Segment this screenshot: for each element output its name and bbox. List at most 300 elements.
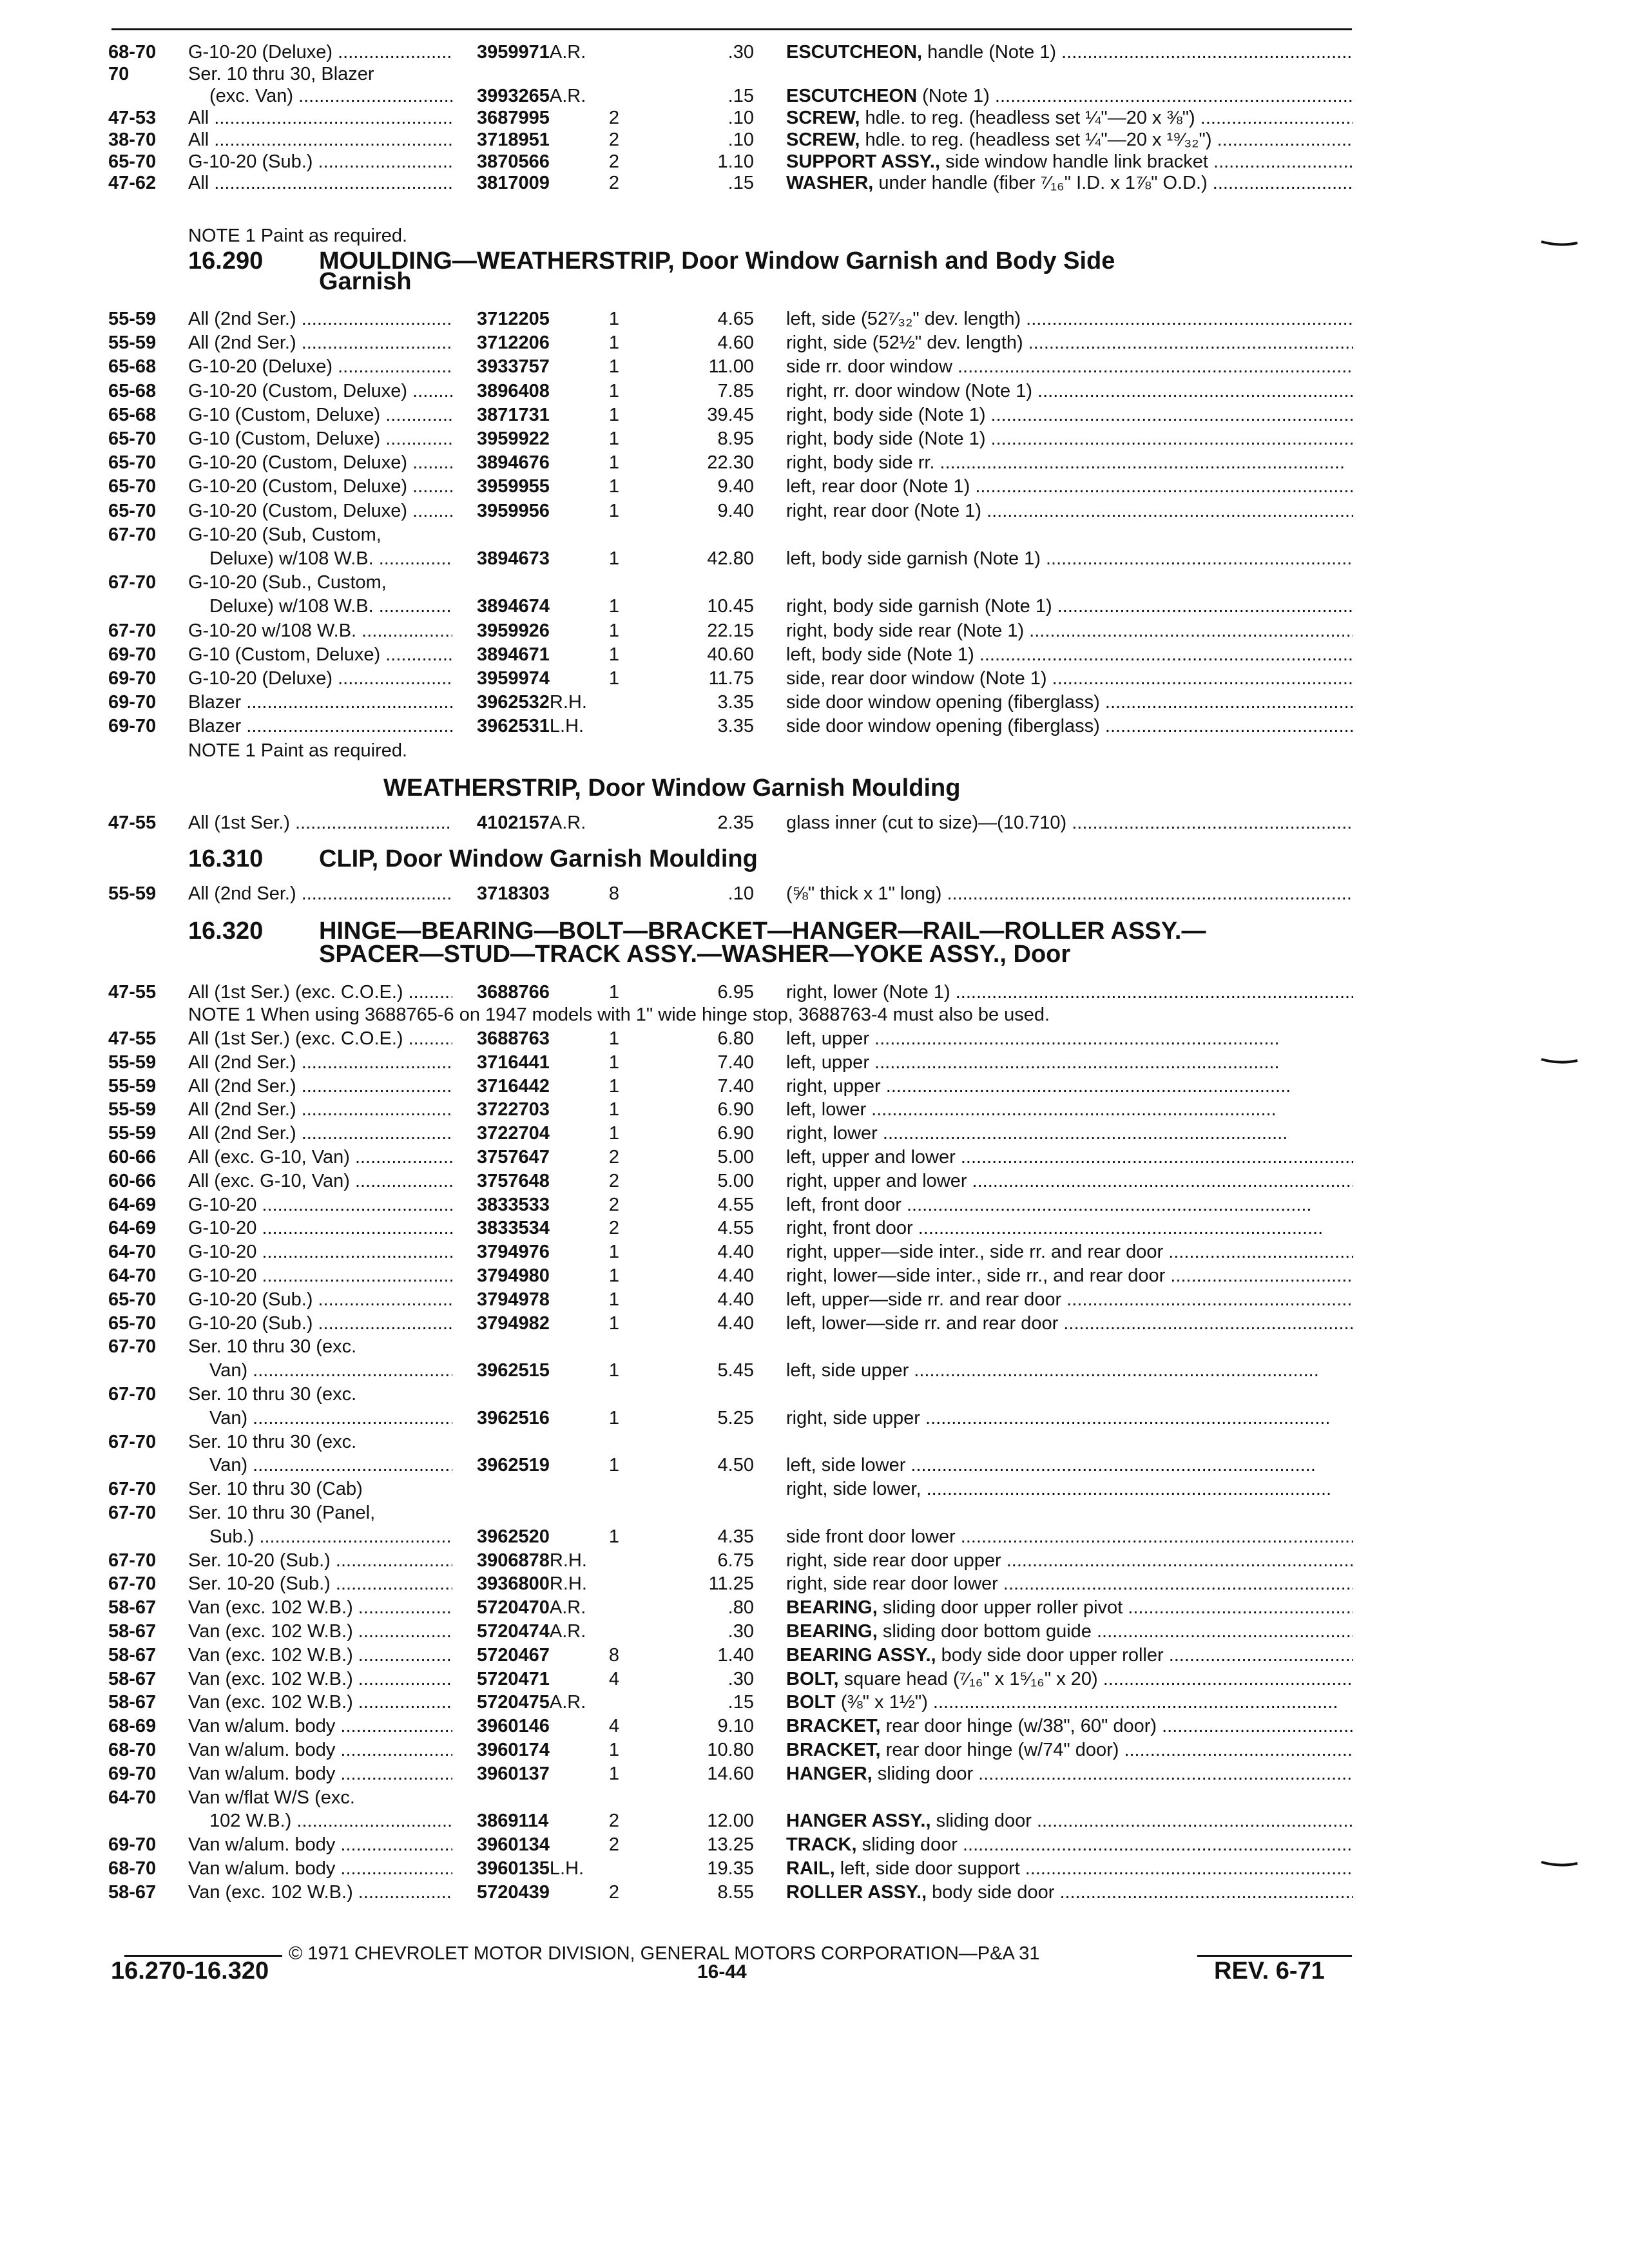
description-text: left, body side (Note 1) xyxy=(786,644,974,665)
part-number xyxy=(477,1691,586,1715)
dot-leader xyxy=(956,1526,1353,1547)
part-number xyxy=(477,1454,550,1477)
part-number-text: 3870566 xyxy=(477,151,550,172)
parts-row xyxy=(0,595,1418,619)
model-text: Blazer xyxy=(188,692,242,713)
model-years: 67-70 xyxy=(108,1573,157,1595)
price: .15 xyxy=(728,1692,754,1713)
dot-leader xyxy=(356,620,452,641)
model-text: Van) xyxy=(209,1360,248,1381)
part-number-text: 5720439 xyxy=(477,1881,550,1903)
section-title: HINGE—BEARING—BOLT—BRACKET—HANGER—RAIL—ROLLER ASSY.— xyxy=(319,918,1206,945)
dot-leader xyxy=(335,1740,452,1760)
model-application xyxy=(188,1169,452,1193)
parts-row xyxy=(0,1809,1418,1833)
parts-row xyxy=(0,1501,1418,1525)
dot-leader xyxy=(353,1645,452,1666)
quantity: 1 xyxy=(608,1028,620,1049)
description xyxy=(786,1715,1353,1738)
model-text: All xyxy=(188,107,209,128)
quantity: 1 xyxy=(608,1763,620,1784)
dot-leader xyxy=(335,1716,452,1736)
parts-row xyxy=(0,981,1418,1004)
price: 11.75 xyxy=(708,668,754,689)
quantity: 1 xyxy=(608,1289,620,1310)
price: 7.40 xyxy=(717,1052,754,1073)
parts-row xyxy=(0,643,1418,667)
part-number-text: 3718303 xyxy=(477,883,550,904)
parts-row xyxy=(0,427,1418,451)
top-rule xyxy=(111,28,1352,30)
parts-row xyxy=(0,1667,1418,1691)
model-text: G-10-20 (Sub., Custom, xyxy=(188,572,387,593)
parts-row xyxy=(0,41,1418,64)
quantity: 8 xyxy=(608,883,620,904)
section-title: CLIP, Door Window Garnish Moulding xyxy=(319,845,758,872)
dot-leader xyxy=(1021,309,1353,329)
dot-leader xyxy=(313,1313,452,1334)
price: 4.35 xyxy=(717,1526,754,1547)
model-application xyxy=(188,307,452,331)
quantity: 2 xyxy=(608,1194,620,1215)
part-number xyxy=(477,1146,550,1169)
part-number-text: 3960134 xyxy=(477,1834,550,1856)
part-number xyxy=(477,1762,550,1786)
parts-row xyxy=(0,84,1418,108)
price: 4.40 xyxy=(717,1265,754,1286)
description xyxy=(786,1620,1353,1644)
parts-row xyxy=(0,128,1418,152)
model-application xyxy=(188,1572,452,1596)
part-number-text: 3722703 xyxy=(477,1099,550,1120)
description-text: right, side (52½" dev. length) xyxy=(786,332,1023,354)
description-text: left, upper and lower xyxy=(786,1147,956,1168)
price: 5.45 xyxy=(717,1360,754,1381)
dot-leader xyxy=(353,1669,452,1689)
part-number xyxy=(477,1407,550,1430)
part-number xyxy=(477,1027,550,1051)
dot-leader xyxy=(952,356,1353,377)
part-number-text: 3959974 xyxy=(477,668,550,689)
model-application xyxy=(188,1596,452,1620)
model-application xyxy=(188,1240,452,1264)
dot-leader xyxy=(350,1171,452,1191)
model-text: All (2nd Ser.) xyxy=(188,332,296,354)
model-years: 65-68 xyxy=(108,356,157,378)
model-text: Van w/alum. body xyxy=(188,1740,336,1760)
description-text: rear door hinge (w/74" door) xyxy=(880,1740,1119,1760)
description-text: right, body side rear (Note 1) xyxy=(786,620,1025,641)
price: .15 xyxy=(728,173,754,194)
parts-row xyxy=(0,1051,1418,1075)
model-years: 67-70 xyxy=(108,1550,157,1571)
section-title-line2: Garnish xyxy=(319,268,412,295)
dot-leader xyxy=(909,1360,1319,1381)
part-number-text: 3712206 xyxy=(477,332,550,354)
model-text: All (1st Ser.) (exc. C.O.E.) xyxy=(188,982,403,1003)
part-number-text: 3896408 xyxy=(477,380,550,401)
model-years: 69-70 xyxy=(108,1763,157,1784)
model-application xyxy=(188,1312,452,1336)
part-number-text: 5720474 xyxy=(477,1621,550,1642)
part-number xyxy=(477,128,550,152)
price: 2.35 xyxy=(717,812,754,833)
price: 12.00 xyxy=(707,1811,754,1832)
description xyxy=(786,1738,1353,1762)
description-text: sliding door xyxy=(930,1811,1032,1832)
part-number-text: 3817009 xyxy=(477,173,550,194)
part-number-text: 3960174 xyxy=(477,1740,550,1760)
part-number xyxy=(477,1264,550,1288)
model-text: G-10-20 (Custom, Deluxe) xyxy=(188,380,408,401)
description-keyword: BEARING ASSY., xyxy=(786,1644,936,1666)
parts-row xyxy=(0,171,1418,195)
parts-row xyxy=(0,403,1418,427)
dot-leader xyxy=(313,1289,452,1310)
model-years: 69-70 xyxy=(108,644,157,665)
model-application xyxy=(188,41,452,64)
model-text: Sub.) xyxy=(209,1526,255,1547)
model-years: 55-59 xyxy=(108,332,157,354)
model-text: G-10 (Custom, Deluxe) xyxy=(188,428,381,449)
description-text: left, lower—side rr. and rear door xyxy=(786,1312,1059,1334)
description-text: left, side door support xyxy=(834,1858,1020,1879)
dot-leader xyxy=(380,428,452,449)
price: 8.95 xyxy=(717,428,754,449)
description-text: (⅝" thick x 1" long) xyxy=(786,883,942,904)
dot-leader xyxy=(1056,42,1353,62)
parts-row xyxy=(0,1477,1418,1501)
description xyxy=(786,1098,1353,1122)
model-years: 69-70 xyxy=(108,716,157,737)
dot-leader xyxy=(881,1076,1291,1097)
model-application xyxy=(188,619,452,643)
part-number-text: 3712205 xyxy=(477,309,550,329)
description-text: left, rear door (Note 1) xyxy=(786,476,970,497)
description-keyword: ESCUTCHEON, xyxy=(786,42,923,62)
price: 7.40 xyxy=(717,1075,754,1097)
section-title-line2: SPACER—STUD—TRACK ASSY.—WASHER—YOKE ASSY., Door xyxy=(319,941,1071,968)
model-application xyxy=(209,1454,452,1477)
model-text: All (2nd Ser.) xyxy=(188,309,296,329)
part-number xyxy=(477,331,550,355)
price: 4.50 xyxy=(717,1455,754,1476)
quantity: 1 xyxy=(608,380,620,401)
parts-row xyxy=(0,1454,1418,1477)
part-number xyxy=(477,811,586,835)
description xyxy=(786,1644,1353,1667)
model-years: 55-59 xyxy=(108,1052,157,1073)
footer-revision: REV. 6-71 xyxy=(1214,1957,1325,1984)
model-application xyxy=(188,150,452,174)
model-text: G-10-20 (Deluxe) xyxy=(188,42,333,62)
part-number-text: 5720470 xyxy=(477,1597,550,1619)
model-text: Ser. 10 thru 30 (exc. xyxy=(188,1384,357,1405)
description xyxy=(786,380,1353,403)
parts-row xyxy=(0,1169,1418,1193)
dot-leader xyxy=(247,1360,452,1381)
part-number xyxy=(477,41,586,64)
dot-leader xyxy=(1001,1550,1353,1571)
part-number-text: 3794980 xyxy=(477,1265,550,1286)
quantity: 1 xyxy=(608,982,620,1003)
description-keyword: RAIL, xyxy=(786,1858,835,1879)
model-application xyxy=(188,1762,452,1786)
part-number xyxy=(477,1738,550,1762)
quantity-mark: A.R. xyxy=(549,42,586,62)
description-text: sliding door xyxy=(856,1834,958,1856)
parts-row xyxy=(0,1549,1418,1573)
description xyxy=(786,331,1353,355)
model-years: 47-55 xyxy=(108,1028,157,1049)
model-text: G-10-20 xyxy=(188,1194,257,1215)
part-number xyxy=(477,1549,587,1573)
model-years: 68-70 xyxy=(108,1740,157,1760)
description xyxy=(786,403,1353,427)
weatherstrip-heading: WEATHERSTRIP, Door Window Garnish Moulding xyxy=(383,774,961,802)
description-text: sliding door bottom guide xyxy=(877,1621,1092,1642)
description xyxy=(786,150,1353,174)
description xyxy=(786,1454,1353,1477)
description xyxy=(786,1525,1353,1549)
model-application xyxy=(209,547,452,571)
model-text: G-10 (Custom, Deluxe) xyxy=(188,404,381,425)
description-keyword: HANGER ASSY., xyxy=(786,1811,931,1832)
note-text: NOTE 1 Paint as required. xyxy=(188,226,408,246)
dot-leader xyxy=(935,452,1345,473)
model-years: 67-70 xyxy=(108,1431,157,1452)
description-text: side, rear door window (Note 1) xyxy=(786,668,1047,689)
parts-row xyxy=(0,1146,1418,1169)
description xyxy=(786,1833,1353,1857)
description xyxy=(786,1359,1353,1383)
dot-leader xyxy=(1061,1289,1353,1310)
description xyxy=(786,643,1353,667)
description-text: body side door upper roller xyxy=(936,1644,1164,1666)
description-text: right, upper xyxy=(786,1075,881,1097)
quantity: 1 xyxy=(608,476,620,497)
model-application xyxy=(188,1501,452,1525)
quantity-mark: A.R. xyxy=(549,85,586,106)
model-text: Ser. 10-20 (Sub.) xyxy=(188,1550,331,1571)
description-text: right, side lower, xyxy=(786,1479,921,1500)
description xyxy=(786,1264,1353,1288)
quantity: 8 xyxy=(608,1644,620,1666)
quantity: 1 xyxy=(608,404,620,425)
description xyxy=(786,595,1353,619)
model-text: All (2nd Ser.) xyxy=(188,883,296,904)
quantity: 1 xyxy=(608,1099,620,1120)
part-number-text: 3894674 xyxy=(477,596,550,617)
model-text: Ser. 10 thru 30 (exc. xyxy=(188,1431,357,1452)
parts-row xyxy=(0,1312,1418,1336)
description xyxy=(786,1027,1353,1051)
model-years: 58-67 xyxy=(108,1692,157,1713)
description-text: side window handle link bracket xyxy=(940,151,1208,172)
model-years: 60-66 xyxy=(108,1170,157,1191)
description-text: handle (Note 1) xyxy=(922,42,1057,62)
part-number xyxy=(477,1169,550,1193)
part-number xyxy=(477,150,550,174)
note-row xyxy=(0,224,1418,248)
quantity: 1 xyxy=(608,428,620,449)
price: 4.60 xyxy=(717,332,754,354)
model-years: 55-59 xyxy=(108,1075,157,1097)
parts-row xyxy=(0,667,1418,691)
part-number xyxy=(477,981,550,1004)
description xyxy=(786,619,1353,643)
quantity: 2 xyxy=(608,1218,620,1239)
quantity: 2 xyxy=(608,173,620,194)
description xyxy=(786,84,1353,108)
dot-leader xyxy=(247,1408,452,1428)
description-text: rear door hinge (w/38", 60" door) xyxy=(880,1716,1157,1737)
dot-leader xyxy=(296,1052,452,1073)
model-years: 67-70 xyxy=(108,620,157,641)
dot-leader xyxy=(296,883,452,904)
dot-leader xyxy=(241,692,452,713)
description xyxy=(786,1857,1353,1881)
description-keyword: BEARING, xyxy=(786,1621,878,1642)
dot-leader xyxy=(313,151,452,172)
model-application xyxy=(188,1216,452,1240)
part-number xyxy=(477,1288,550,1312)
dot-leader xyxy=(1058,1313,1353,1334)
model-application xyxy=(188,380,452,403)
description xyxy=(786,1667,1353,1691)
model-years: 55-59 xyxy=(108,309,157,329)
quantity: 1 xyxy=(608,668,620,689)
dot-leader xyxy=(913,1218,1324,1238)
parts-row xyxy=(0,715,1418,738)
model-years: 67-70 xyxy=(108,1503,157,1523)
description xyxy=(786,691,1353,715)
quantity: 1 xyxy=(608,1740,620,1760)
footer-copyright: © 1971 CHEVROLET MOTOR DIVISION, GENERAL MOTORS CORPORATION—P&A 31 xyxy=(289,1943,1040,1964)
part-number-text: 3716442 xyxy=(477,1075,550,1097)
model-application xyxy=(188,1122,452,1146)
dot-leader xyxy=(967,1171,1354,1191)
part-number-text: 5720475 xyxy=(477,1692,550,1713)
model-text: Van (exc. 102 W.B.) xyxy=(188,1668,353,1689)
quantity: 2 xyxy=(608,1170,620,1191)
price: 4.55 xyxy=(717,1194,754,1215)
description xyxy=(786,1051,1353,1075)
description-text: right, body side (Note 1) xyxy=(786,404,986,425)
description xyxy=(786,1477,1353,1501)
quantity: 1 xyxy=(608,452,620,474)
dot-leader xyxy=(256,1265,452,1286)
part-number xyxy=(477,171,550,195)
model-application xyxy=(188,1549,452,1573)
part-number xyxy=(477,1644,550,1667)
model-application xyxy=(188,1738,452,1762)
description-keyword: BOLT, xyxy=(786,1668,839,1689)
model-text: Van w/alum. body xyxy=(188,1763,336,1784)
parts-row xyxy=(0,307,1418,331)
price: 6.95 xyxy=(717,982,754,1003)
model-application xyxy=(188,882,452,906)
part-number-text: 3962515 xyxy=(477,1360,550,1381)
price: 6.90 xyxy=(717,1123,754,1144)
model-text: All (2nd Ser.) xyxy=(188,1099,296,1120)
dot-leader xyxy=(333,356,452,377)
dot-leader xyxy=(1066,812,1353,833)
quantity: 1 xyxy=(608,1265,620,1286)
model-application xyxy=(188,523,452,547)
dot-leader xyxy=(1163,1242,1353,1262)
parts-row xyxy=(0,1644,1418,1667)
model-application xyxy=(188,715,452,738)
model-application xyxy=(188,691,452,715)
part-number xyxy=(477,1572,587,1596)
part-number-text: 3960137 xyxy=(477,1763,550,1784)
parts-row xyxy=(0,571,1418,595)
parts-row xyxy=(0,1738,1418,1762)
part-number-text: 3757648 xyxy=(477,1170,550,1191)
model-text: Van w/alum. body xyxy=(188,1716,336,1737)
model-years: 67-70 xyxy=(108,1336,157,1358)
part-number-text: 3687995 xyxy=(477,107,550,128)
model-text: Ser. 10 thru 30 (exc. xyxy=(188,1336,357,1358)
dot-leader xyxy=(374,596,452,617)
price: 7.85 xyxy=(717,380,754,401)
part-number-text: 3959922 xyxy=(477,428,550,449)
description-text: right, body side garnish (Note 1) xyxy=(786,596,1052,617)
price: 9.10 xyxy=(717,1716,754,1737)
dot-leader xyxy=(985,405,1353,425)
dot-leader xyxy=(1047,668,1353,689)
quantity: 1 xyxy=(608,1075,620,1097)
quantity-mark: R.H. xyxy=(549,1550,587,1571)
section-number: 16.320 xyxy=(188,918,264,945)
parts-row xyxy=(0,1786,1418,1810)
model-application xyxy=(188,499,452,523)
price: 9.40 xyxy=(717,476,754,497)
model-text: G-10-20 (Sub.) xyxy=(188,1312,313,1334)
dot-leader xyxy=(920,1408,1331,1428)
price: .80 xyxy=(728,1597,754,1619)
parts-row xyxy=(0,355,1418,379)
parts-row xyxy=(0,1762,1418,1786)
parts-row xyxy=(0,691,1418,715)
note-row xyxy=(0,1003,1418,1027)
model-text: Ser. 10 thru 30, Blazer xyxy=(188,63,374,84)
part-number xyxy=(477,1715,550,1738)
quantity: 2 xyxy=(608,1834,620,1856)
model-application xyxy=(188,1383,452,1407)
model-application xyxy=(188,1264,452,1288)
part-number-text: 3716441 xyxy=(477,1052,550,1073)
part-number xyxy=(477,882,550,906)
dot-leader xyxy=(974,644,1353,665)
quantity: 1 xyxy=(608,1123,620,1144)
model-application xyxy=(188,1098,452,1122)
description xyxy=(786,499,1353,523)
model-text: All (exc. G-10, Van) xyxy=(188,1170,350,1191)
part-number-text: 3906878 xyxy=(477,1550,550,1571)
model-years: 69-70 xyxy=(108,1834,157,1856)
dot-leader xyxy=(407,476,452,497)
model-application xyxy=(188,1335,452,1359)
description xyxy=(786,1691,1353,1715)
part-number xyxy=(477,380,550,403)
part-number xyxy=(477,1193,550,1217)
model-years: 58-67 xyxy=(108,1881,157,1903)
part-number-text: 3959955 xyxy=(477,476,550,497)
part-number-text: 3794976 xyxy=(477,1242,550,1263)
quantity: 1 xyxy=(608,356,620,378)
